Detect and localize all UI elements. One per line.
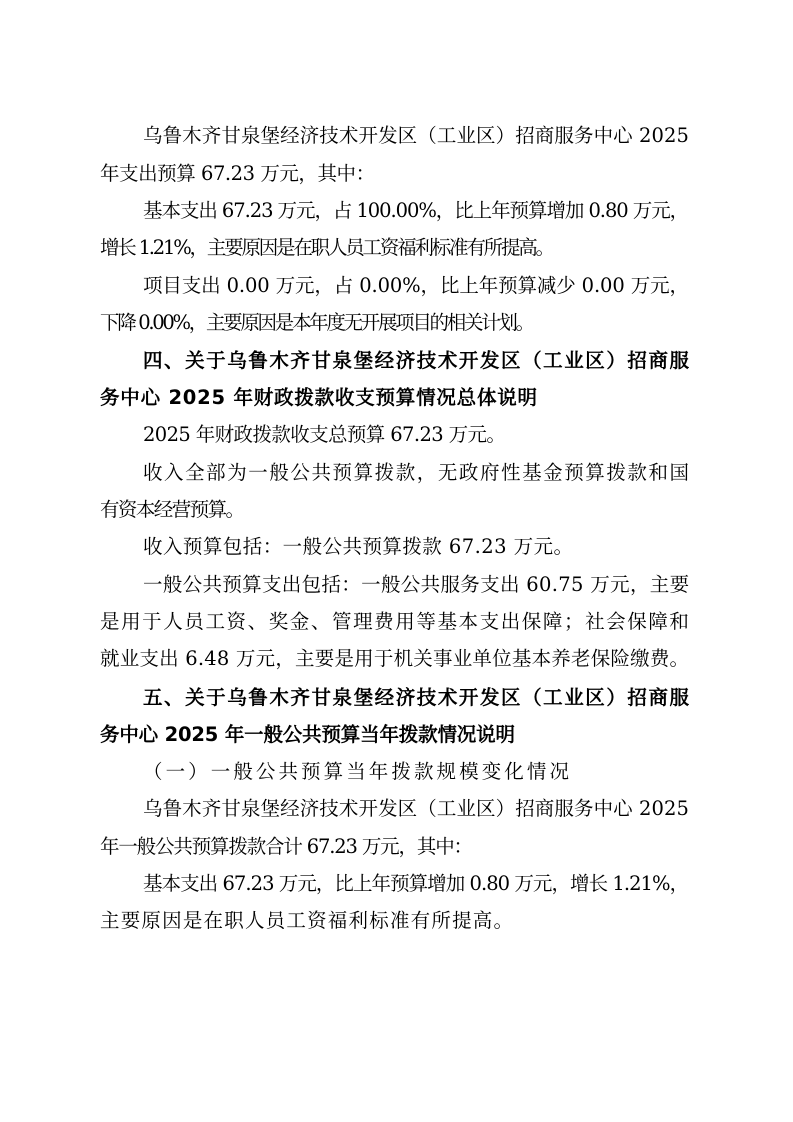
paragraph-line: 基本支出 67.23 万元，占 100.00%，比上年预算增加 0.80 万元，	[143, 199, 689, 222]
paragraph-line: 增长 1.21%，主要原因是在职人员工资福利标准有所提高。	[100, 236, 553, 259]
paragraph-line: 年支出预算 67.23 万元，其中：	[100, 162, 375, 185]
paragraph-line: 有资本经营预算。	[100, 498, 244, 521]
paragraph-line: 乌鲁木齐甘泉堡经济技术开发区（工业区）招商服务中心 2025	[143, 797, 690, 820]
paragraph-line: 收入预算包括：一般公共预算拨款 67.23 万元。	[143, 535, 574, 558]
paragraph-line: 年一般公共预算拨款合计 67.23 万元，其中：	[100, 835, 472, 858]
paragraph-line: 下降 0.00%，主要原因是本年度无开展项目的相关计划。	[100, 311, 533, 334]
paragraph-line: 是用于人员工资、奖金、管理费用等基本支出保障；社会保障和	[100, 610, 691, 633]
paragraph-line: 基本支出 67.23 万元，比上年预算增加 0.80 万元，增长 1.21%，	[143, 872, 689, 895]
paragraph-line: 2025 年财政拨款收支总预算 67.23 万元。	[143, 423, 506, 446]
section-heading-line: 务中心 2025 年一般公共预算当年拨款情况说明	[100, 723, 515, 746]
paragraph-line: 主要原因是在职人员工资福利标准有所提高。	[100, 909, 515, 932]
paragraph-line: 项目支出 0.00 万元，占 0.00%，比上年预算减少 0.00 万元，	[143, 274, 689, 297]
paragraph-line: 乌鲁木齐甘泉堡经济技术开发区（工业区）招商服务中心 2025	[143, 124, 690, 147]
section-heading-line: 四、关于乌鲁木齐甘泉堡经济技术开发区（工业区）招商服	[143, 349, 691, 372]
subsection-heading-line: （一）一般公共预算当年拨款规模变化情况	[143, 760, 573, 783]
paragraph-line: 就业支出 6.48 万元，主要是用于机关事业单位基本养老保险缴费。	[100, 647, 690, 670]
section-heading-line: 五、关于乌鲁木齐甘泉堡经济技术开发区（工业区）招商服	[143, 686, 691, 709]
paragraph-line: 收入全部为一般公共预算拨款，无政府性基金预算拨款和国	[143, 461, 691, 484]
section-heading-line: 务中心 2025 年财政拨款收支预算情况总体说明	[100, 386, 538, 409]
paragraph-line: 一般公共预算支出包括：一般公共服务支出 60.75 万元，主要	[143, 573, 690, 596]
